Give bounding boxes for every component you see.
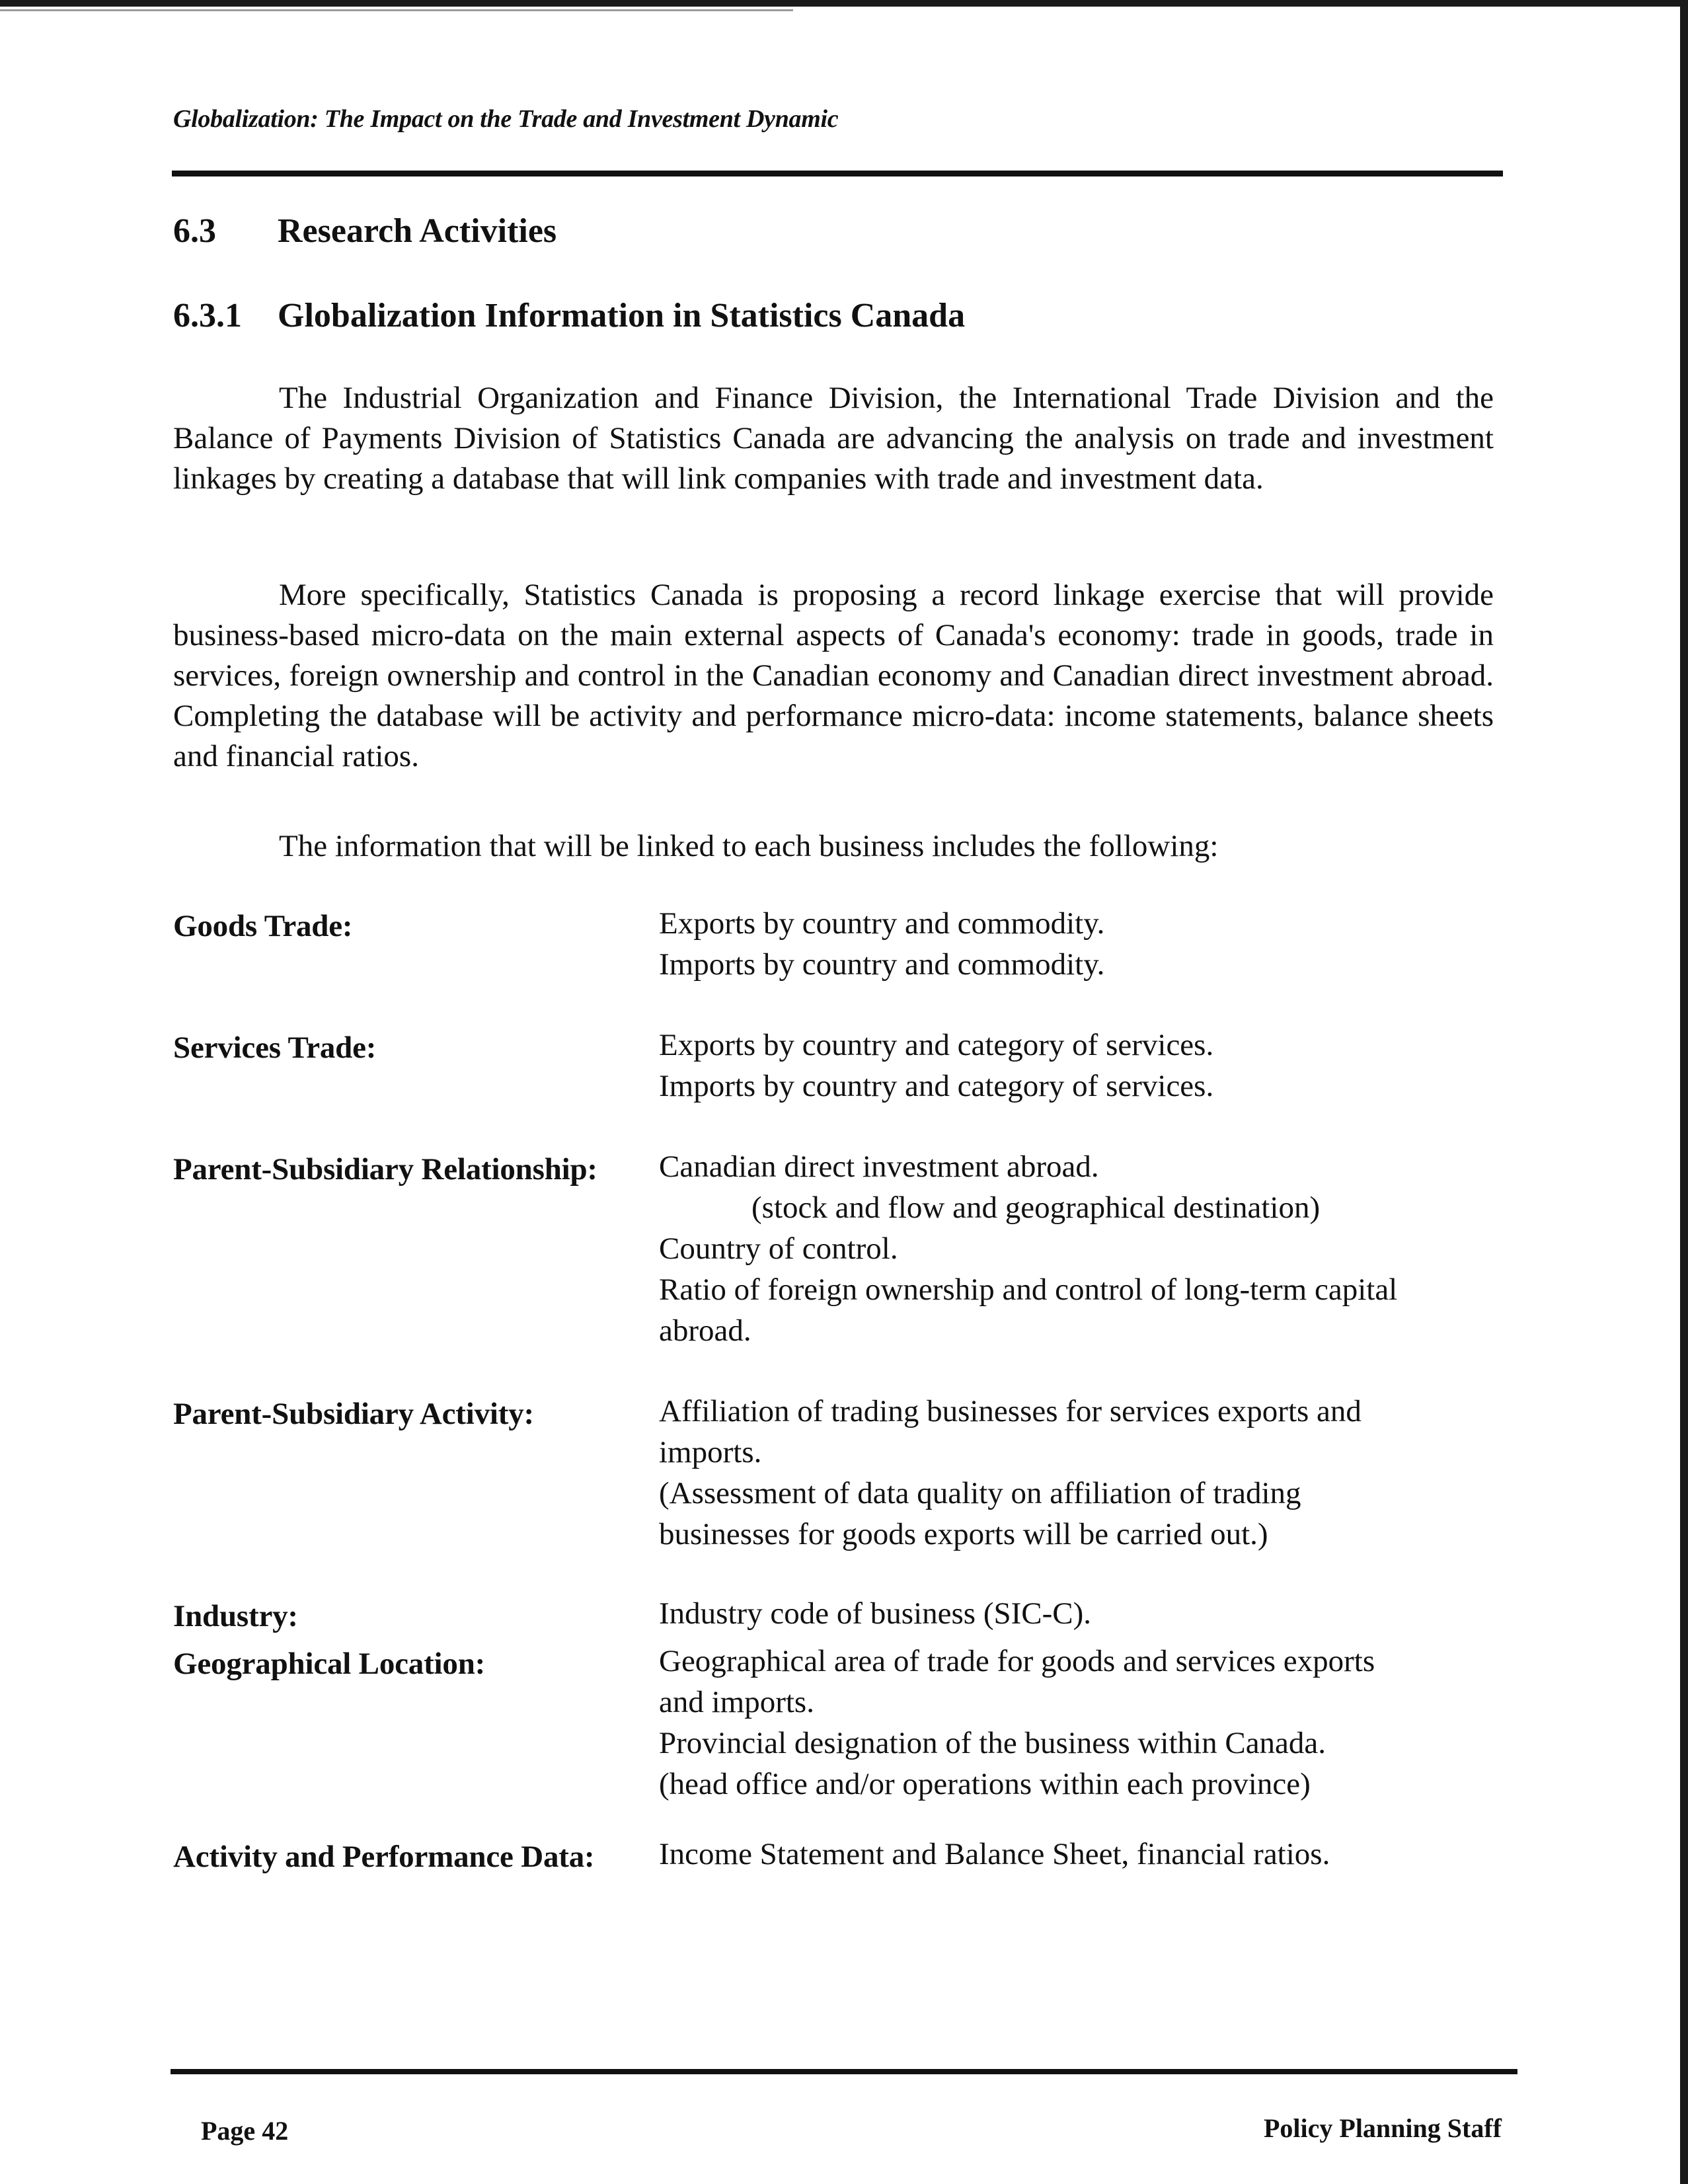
section-number: 6.3 bbox=[173, 212, 216, 250]
item-line: (stock and flow and geographical destination) bbox=[751, 1190, 1321, 1225]
item-line: Provincial designation of the business within Canada. bbox=[659, 1726, 1326, 1760]
footer-organization: Policy Planning Staff bbox=[1263, 2113, 1502, 2143]
item-line: and imports. bbox=[659, 1685, 814, 1719]
item-line: Ratio of foreign ownership and control of long-term capital bbox=[659, 1272, 1398, 1307]
item-description bbox=[659, 1834, 1502, 1875]
item-line: abroad. bbox=[659, 1313, 751, 1348]
item-line: imports. bbox=[659, 1435, 762, 1469]
item-label: Industry: bbox=[173, 1599, 298, 1633]
list-item-services-trade bbox=[173, 1025, 1502, 1107]
item-label: Services Trade: bbox=[173, 1031, 377, 1065]
paragraph: More specifically, Statistics Canada is proposing a record linkage exercise that will provide business-based micro-data on the main external aspects of Canada's economy: trade in goods, trade in services, foreign ownership and control in the Canadian economy and Canadian direct investment abroad. Completing the database will be activity and performance micro-data: income statements, balance sheets and financial ratios. bbox=[173, 578, 1494, 773]
scan-border-line bbox=[0, 9, 793, 11]
linked-information-list bbox=[173, 903, 1502, 1875]
paragraph: The Industrial Organization and Finance Division, the International Trade Division and the Balance of Payments Division of Statistics Canada are advancing the analysis on trade and investment linkages by creating a database that will link companies with trade and investment data. bbox=[173, 381, 1494, 496]
paragraph: The information that will be linked to each business includes the following: bbox=[279, 829, 1219, 863]
header-rule bbox=[172, 171, 1503, 176]
running-header: Globalization: The Impact on the Trade and Investment Dynamic bbox=[173, 105, 839, 133]
list-item-industry bbox=[173, 1593, 1502, 1634]
item-label: Parent-Subsidiary Activity: bbox=[173, 1397, 534, 1431]
list-item-goods-trade bbox=[173, 903, 1502, 985]
item-description bbox=[659, 1391, 1502, 1555]
list-item-activity-performance bbox=[173, 1834, 1502, 1875]
subsection-number: 6.3.1 bbox=[173, 297, 242, 334]
item-label: Geographical Location: bbox=[173, 1647, 486, 1681]
item-label: Activity and Performance Data: bbox=[173, 1840, 595, 1874]
subsection-title: Globalization Information in Statistics Canada bbox=[278, 297, 966, 334]
item-line: Income Statement and Balance Sheet, financial ratios. bbox=[659, 1837, 1330, 1871]
item-label: Goods Trade: bbox=[173, 909, 353, 943]
item-line: Geographical area of trade for goods and services exports bbox=[659, 1644, 1375, 1678]
item-line: Country of control. bbox=[659, 1231, 898, 1266]
item-description bbox=[659, 1593, 1502, 1634]
item-line: Canadian direct investment abroad. bbox=[659, 1150, 1099, 1184]
item-description bbox=[659, 1025, 1502, 1107]
page-number: Page 42 bbox=[201, 2116, 289, 2146]
item-line: Imports by country and category of services. bbox=[659, 1069, 1214, 1103]
item-line: Exports by country and category of services. bbox=[659, 1028, 1214, 1062]
item-line: Industry code of business (SIC-C). bbox=[659, 1596, 1092, 1631]
section-title: Research Activities bbox=[278, 212, 557, 250]
item-description bbox=[659, 1146, 1502, 1351]
list-item-parent-subsidiary-relationship bbox=[173, 1146, 1502, 1351]
list-item-geographical-location bbox=[173, 1641, 1502, 1805]
item-line: (head office and/or operations within each province) bbox=[659, 1767, 1311, 1801]
item-line: (Assessment of data quality on affiliation of trading bbox=[659, 1476, 1301, 1510]
list-item-parent-subsidiary-activity bbox=[173, 1391, 1502, 1555]
item-line: businesses for goods exports will be carried out.) bbox=[659, 1517, 1268, 1551]
section-heading bbox=[173, 212, 556, 251]
scan-border-right bbox=[1680, 0, 1688, 2184]
item-line: Exports by country and commodity. bbox=[659, 906, 1105, 941]
item-label: Parent-Subsidiary Relationship: bbox=[173, 1152, 597, 1187]
footer-rule bbox=[171, 2069, 1517, 2074]
item-description bbox=[659, 1641, 1502, 1805]
subsection-heading bbox=[173, 296, 965, 335]
item-description bbox=[659, 903, 1502, 985]
item-line: Affiliation of trading businesses for services exports and bbox=[659, 1394, 1362, 1428]
item-line: Imports by country and commodity. bbox=[659, 947, 1105, 982]
scan-border-top bbox=[0, 0, 1688, 7]
